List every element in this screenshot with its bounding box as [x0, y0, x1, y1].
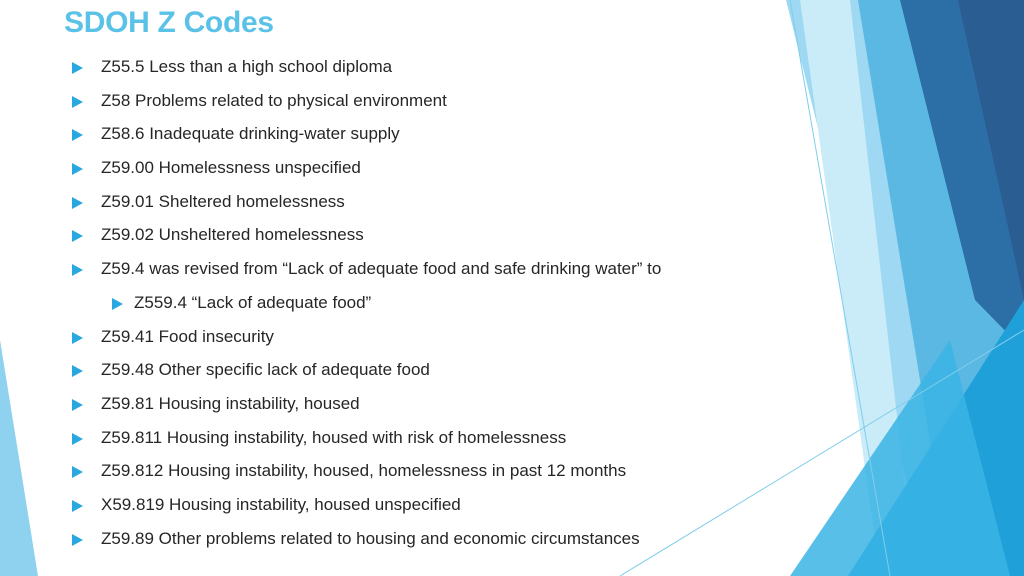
bullet-item: [72, 291, 772, 325]
bullet-text: Z59.811 Housing instability, housed with risk of homelessness: [101, 427, 567, 447]
arrow-bullet-icon: [72, 197, 83, 209]
page-title: SDOH Z Codes: [64, 6, 274, 39]
bullet-text: Z59.00 Homelessness unspecified: [101, 158, 361, 178]
left-edge-accent: [0, 340, 38, 576]
bullet-text: Z59.4 was revised from “Lack of adequate food and safe drinking water” to: [101, 259, 662, 279]
bullet-text: Z559.4 “Lack of adequate food”: [134, 292, 372, 312]
arrow-bullet-icon: [72, 264, 83, 276]
bullet-item: [72, 156, 772, 190]
bullet-item: [72, 459, 772, 493]
arrow-bullet-icon: [72, 129, 83, 141]
bullet-item: [72, 190, 772, 224]
bullet-item: [72, 55, 772, 89]
bullet-item: [72, 257, 772, 291]
bullet-text: Z59.81 Housing instability, housed: [101, 393, 360, 413]
arrow-bullet-icon: [72, 433, 83, 445]
arrow-bullet-icon: [72, 399, 83, 411]
arrow-bullet-icon: [72, 230, 83, 242]
bullet-item: [72, 89, 772, 123]
bullet-item: [72, 358, 772, 392]
arrow-bullet-icon: [72, 96, 83, 108]
bullet-item: [72, 426, 772, 460]
bullet-item: [72, 527, 772, 561]
bullet-text: Z59.01 Sheltered homelessness: [101, 191, 345, 211]
bullet-item: [72, 392, 772, 426]
arrow-bullet-icon: [72, 332, 83, 344]
bullet-text: Z59.812 Housing instability, housed, homelessness in past 12 months: [101, 461, 627, 481]
bullet-text: Z58 Problems related to physical environment: [101, 90, 447, 110]
arrow-bullet-icon: [72, 163, 83, 175]
bullet-item: [72, 223, 772, 257]
bullet-text: Z58.6 Inadequate drinking-water supply: [101, 124, 400, 144]
bullet-list: [72, 55, 772, 560]
arrow-bullet-icon: [72, 62, 83, 74]
bullet-text: X59.819 Housing instability, housed unspecified: [101, 494, 461, 514]
bullet-text: Z59.48 Other specific lack of adequate food: [101, 360, 430, 380]
bullet-item: [72, 122, 772, 156]
arrow-bullet-icon: [112, 298, 123, 310]
arrow-bullet-icon: [72, 466, 83, 478]
arrow-bullet-icon: [72, 500, 83, 512]
bullet-text: Z55.5 Less than a high school diploma: [101, 57, 393, 76]
arrow-bullet-icon: [72, 534, 83, 546]
bullet-item: [72, 325, 772, 359]
arrow-bullet-icon: [72, 365, 83, 377]
bullet-text: Z59.02 Unsheltered homelessness: [101, 225, 364, 245]
bullet-item: [72, 493, 772, 527]
bullet-text: Z59.41 Food insecurity: [101, 326, 274, 346]
bullet-text: Z59.89 Other problems related to housing and economic circumstances: [101, 528, 640, 548]
